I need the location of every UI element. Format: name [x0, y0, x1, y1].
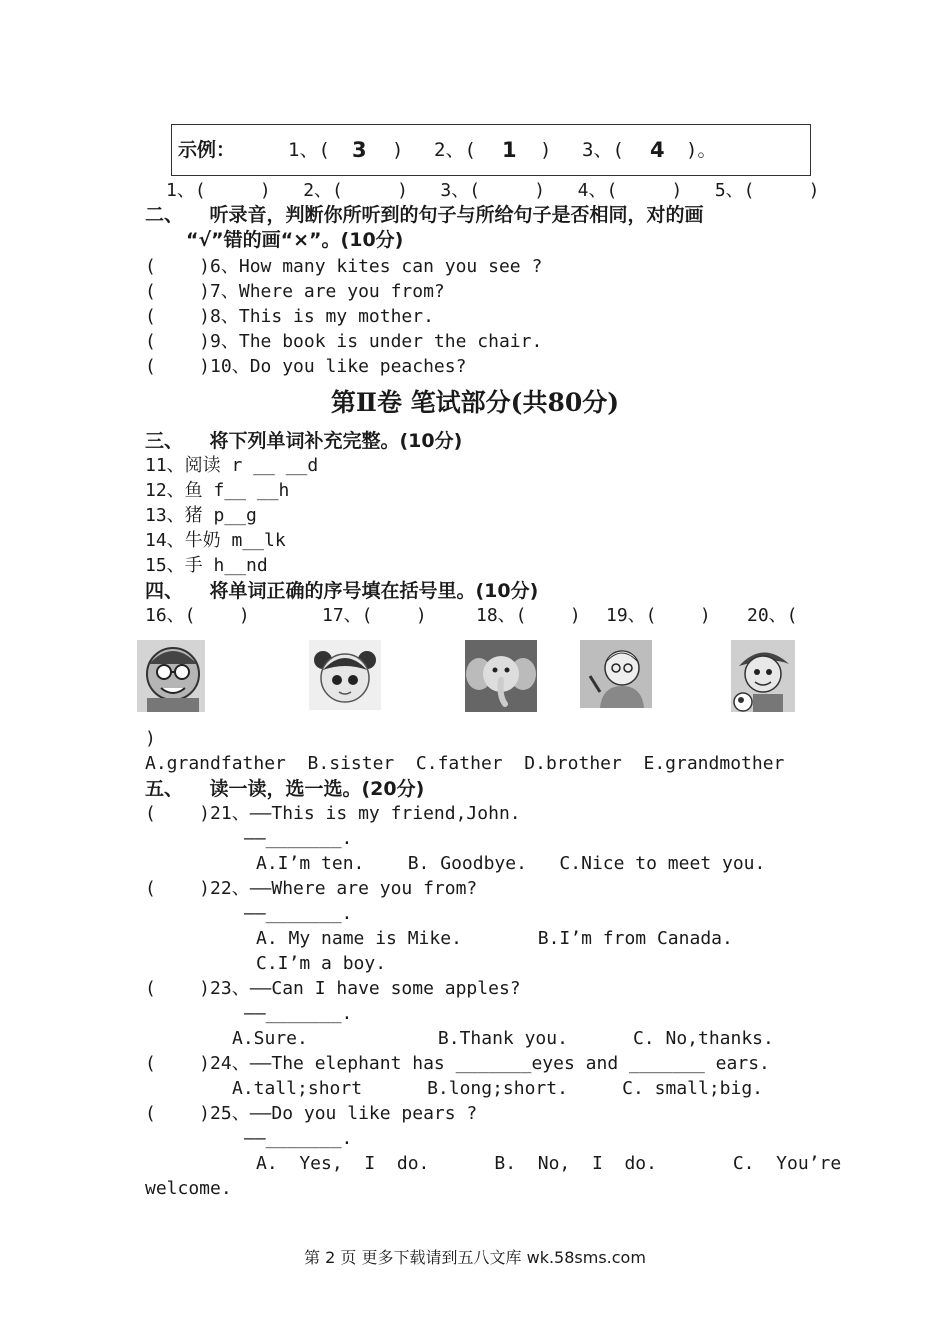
question-24-options: A.tall;short B.long;short. C. small;big.: [232, 1078, 764, 1099]
section3-heading: 三、 将下列单词补充完整。(10分): [145, 430, 463, 452]
question-10: ( )10、Do you like peaches?: [145, 356, 467, 377]
example-label: 示例：: [178, 139, 236, 161]
example-answer-2: 1: [502, 138, 517, 162]
question-22-reply: ——_______.: [244, 903, 353, 924]
example-answer-1: 3: [352, 138, 367, 162]
question-23-options: A.Sure. B.Thank you. C. No,thanks.: [232, 1028, 774, 1049]
blank-18: 18、( ): [476, 605, 581, 626]
grandfather-picture: [137, 640, 205, 712]
example-item-3-close: )。: [686, 139, 717, 161]
question-6: ( )6、How many kites can you see ?: [145, 256, 543, 277]
blank-17: 17、( ): [322, 605, 427, 626]
question-22-options-cont: C.I’m a boy.: [256, 953, 387, 974]
section2-heading: 二、 听录音，判断你所听到的句子与所给句子是否相同，对的画: [145, 204, 704, 226]
question-25-reply: ——_______.: [244, 1128, 353, 1149]
page-footer: 第 2 页 更多下载请到五八文库 wk.58sms.com: [304, 1248, 646, 1267]
blank-19: 19、( ): [606, 605, 711, 626]
example-answer-3: 4: [650, 138, 665, 162]
word-item-13: 13、猪 p__g: [145, 505, 257, 526]
question-21: ( )21、——This is my friend,John.: [145, 803, 521, 824]
question-23: ( )23、——Can I have some apples?: [145, 978, 521, 999]
boy-picture: [731, 640, 795, 712]
girl-picture: [309, 640, 381, 710]
example-item-2-close: ): [540, 139, 552, 161]
question-8: ( )8、This is my mother.: [145, 306, 434, 327]
question-21-reply: ——_______.: [244, 828, 353, 849]
word-item-12: 12、鱼 f__ __h: [145, 480, 290, 501]
answer-row-1: 1、( ) 2、( ) 3、( ) 4、( ) 5、( ): [166, 180, 820, 201]
question-9: ( )9、The book is under the chair.: [145, 331, 543, 352]
question-21-options: A.I’m ten. B. Goodbye. C.Nice to meet you.: [256, 853, 766, 874]
example-item-3-open: 3、(: [582, 139, 624, 161]
example-item-1-close: ): [392, 139, 404, 161]
word-item-14: 14、牛奶 m__lk: [145, 530, 286, 551]
question-25: ( )25、——Do you like pears ?: [145, 1103, 478, 1124]
question-22-options: A. My name is Mike. B.I’m from Canada.: [256, 928, 733, 949]
grandmother-picture: [580, 640, 652, 708]
example-box: [171, 124, 811, 176]
section2-heading-cont: “√”错的画“×”。(10分): [186, 229, 404, 251]
section4-options: A.grandfather B.sister C.father D.brother E.grandmother: [145, 753, 785, 774]
question-22: ( )22、——Where are you from?: [145, 878, 478, 899]
section5-heading: 五、 读一读，选一选。(20分): [145, 778, 425, 800]
question-25-options: A. Yes, I do. B. No, I do. C. You’re: [256, 1153, 842, 1174]
question-23-reply: ——_______.: [244, 1003, 353, 1024]
word-item-15: 15、手 h__nd: [145, 555, 268, 576]
example-item-2-open: 2、(: [434, 139, 476, 161]
section4-heading: 四、 将单词正确的序号填在括号里。(10分): [145, 580, 539, 602]
question-24: ( )24、——The elephant has _______eyes and _______ ears.: [145, 1053, 770, 1074]
close-paren-20: ): [145, 728, 156, 749]
question-25-options-cont: welcome.: [145, 1178, 232, 1199]
blank-16: 16、( ): [145, 605, 250, 626]
word-item-11: 11、阅读 r __ __d: [145, 455, 319, 476]
elephant-picture: [465, 640, 537, 712]
blank-20: 20、(: [747, 605, 798, 626]
example-item-1-open: 1、(: [288, 139, 330, 161]
question-7: ( )7、Where are you from?: [145, 281, 445, 302]
part-title: 第Ⅱ卷 笔试部分(共80分): [330, 388, 620, 417]
